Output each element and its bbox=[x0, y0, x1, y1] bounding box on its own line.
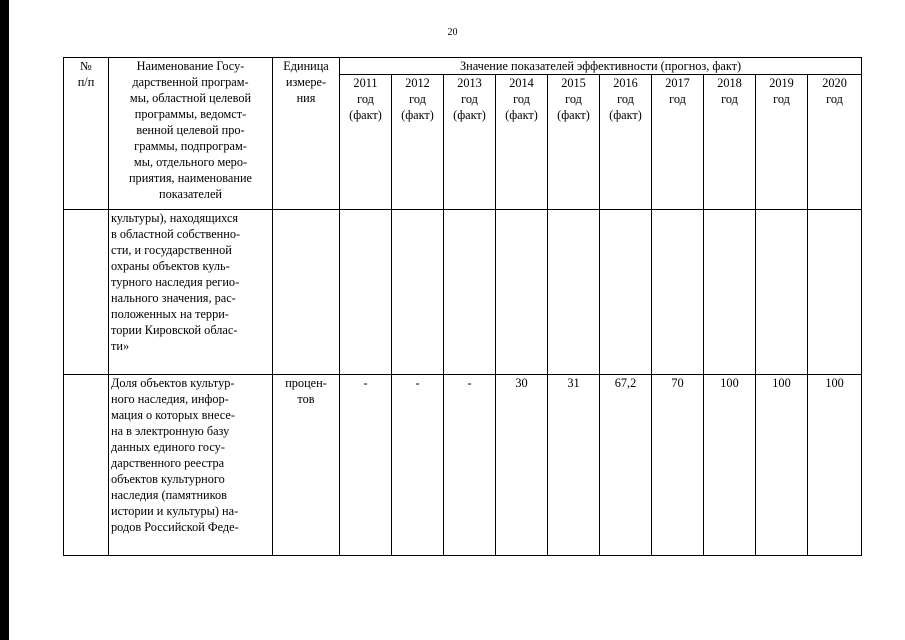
year-label-god: год bbox=[565, 92, 582, 106]
year-label-fact: (факт) bbox=[505, 108, 538, 122]
year-header-2018 bbox=[704, 75, 756, 210]
value-2016 bbox=[600, 210, 652, 375]
year-label-fact: (факт) bbox=[453, 108, 486, 122]
value-2013: - bbox=[444, 375, 496, 556]
value-2011 bbox=[340, 210, 392, 375]
year-label: 2013 bbox=[457, 76, 482, 90]
name-header: Наименование Госу- дарственной програм- мы, областной целевой программы, ведомст- венной целевой про- граммы, подпрограм- мы, отдельного меро- приятия, наименование показателей bbox=[109, 58, 273, 210]
value-2015: 31 bbox=[548, 375, 600, 556]
page-number: 20 bbox=[447, 27, 458, 38]
num-header-line1: № bbox=[80, 59, 92, 73]
year-label-fact: (факт) bbox=[609, 108, 642, 122]
year-label: 2018 bbox=[717, 76, 742, 90]
row-name: Доля объектов культур- ного наследия, инфор- мация о которых внесе- на в электронную базу данных единого госу- дарственного реестра объектов культурного наследия (памятников истории и культуры) на- родов Российской Феде- bbox=[109, 375, 273, 556]
year-label-god: год bbox=[357, 92, 374, 106]
row-unit: процен- тов bbox=[273, 375, 340, 556]
table-row bbox=[64, 375, 862, 556]
year-header-2012 bbox=[392, 75, 444, 210]
year-header-2011 bbox=[340, 75, 392, 210]
year-label-god: год bbox=[773, 92, 790, 106]
value-2020 bbox=[808, 210, 862, 375]
year-label-god: год bbox=[669, 92, 686, 106]
table-row bbox=[64, 210, 862, 375]
year-label-fact: (факт) bbox=[401, 108, 434, 122]
value-2017: 70 bbox=[652, 375, 704, 556]
header-row-1 bbox=[64, 58, 862, 75]
num-header-line2: п/п bbox=[77, 75, 95, 89]
value-2013 bbox=[444, 210, 496, 375]
value-2012: - bbox=[392, 375, 444, 556]
year-header-2015 bbox=[548, 75, 600, 210]
year-label-god: год bbox=[461, 92, 478, 106]
year-header-2019 bbox=[756, 75, 808, 210]
row-unit bbox=[273, 210, 340, 375]
scan-edge-bar bbox=[0, 0, 9, 640]
value-2020: 100 bbox=[808, 375, 862, 556]
value-2017 bbox=[652, 210, 704, 375]
year-header-2020 bbox=[808, 75, 862, 210]
year-label-god: год bbox=[617, 92, 634, 106]
year-label-fact: (факт) bbox=[349, 108, 382, 122]
year-label-god: год bbox=[409, 92, 426, 106]
year-header-2013 bbox=[444, 75, 496, 210]
year-label-god: год bbox=[513, 92, 530, 106]
year-header-2016 bbox=[600, 75, 652, 210]
value-2014 bbox=[496, 210, 548, 375]
year-label-fact: (факт) bbox=[557, 108, 590, 122]
year-label: 2015 bbox=[561, 76, 586, 90]
year-label: 2012 bbox=[405, 76, 430, 90]
value-2015 bbox=[548, 210, 600, 375]
values-title: Значение показателей эффективности (прогноз, факт) bbox=[340, 58, 862, 75]
row-num bbox=[64, 210, 109, 375]
year-header-2017 bbox=[652, 75, 704, 210]
year-label-god: год bbox=[721, 92, 738, 106]
row-num bbox=[64, 375, 109, 556]
value-2018: 100 bbox=[704, 375, 756, 556]
value-2011: - bbox=[340, 375, 392, 556]
year-label: 2019 bbox=[769, 76, 794, 90]
value-2014: 30 bbox=[496, 375, 548, 556]
year-label: 2020 bbox=[822, 76, 847, 90]
value-2019: 100 bbox=[756, 375, 808, 556]
value-2016: 67,2 bbox=[600, 375, 652, 556]
indicators-table bbox=[63, 57, 862, 556]
year-label-god: год bbox=[826, 92, 843, 106]
value-2019 bbox=[756, 210, 808, 375]
row-name: культуры), находящихся в областной собственно- сти, и государственной охраны объектов куль- турного наследия регио- нального значения, рас- положенных на терри- тории Кировской облас- ти» bbox=[109, 210, 273, 375]
year-header-2014 bbox=[496, 75, 548, 210]
year-label: 2014 bbox=[509, 76, 534, 90]
year-label: 2017 bbox=[665, 76, 690, 90]
num-header bbox=[64, 58, 109, 210]
year-label: 2016 bbox=[613, 76, 638, 90]
year-label: 2011 bbox=[353, 76, 378, 90]
value-2018 bbox=[704, 210, 756, 375]
value-2012 bbox=[392, 210, 444, 375]
unit-header: Единица измере- ния bbox=[273, 58, 340, 210]
